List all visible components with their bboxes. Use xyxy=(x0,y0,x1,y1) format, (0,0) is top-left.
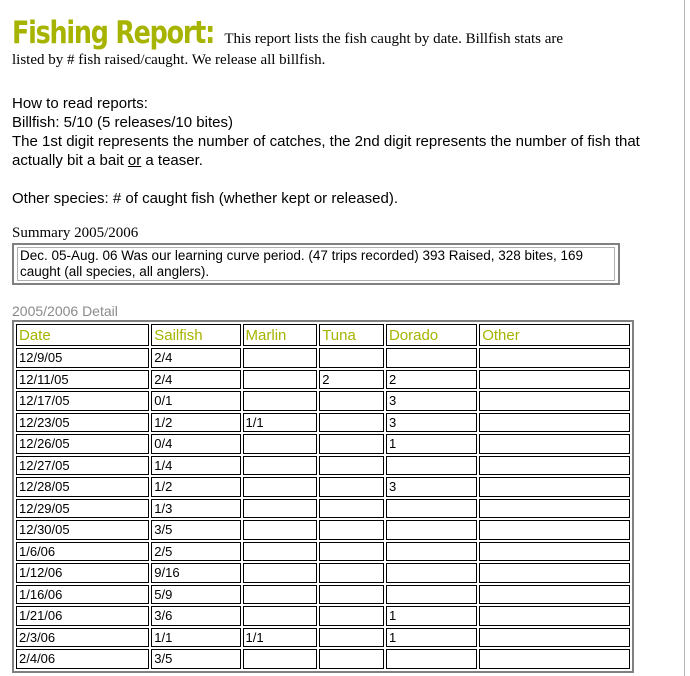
cell-sailfish: 1/2 xyxy=(151,477,240,497)
table-row xyxy=(16,499,630,519)
cell-other xyxy=(479,456,630,476)
cell-tuna xyxy=(319,542,384,562)
cell-marlin xyxy=(243,649,318,669)
cell-dorado xyxy=(386,563,477,583)
cell-other xyxy=(479,628,630,648)
table-row xyxy=(16,563,630,583)
table-row xyxy=(16,456,630,476)
cell-tuna xyxy=(319,456,384,476)
cell-dorado xyxy=(386,348,477,368)
cell-dorado: 2 xyxy=(386,370,477,390)
cell-tuna xyxy=(319,585,384,605)
table-row xyxy=(16,391,630,411)
cell-other xyxy=(479,585,630,605)
cell-date: 2/4/06 xyxy=(16,649,149,669)
cell-date: 12/29/05 xyxy=(16,499,149,519)
cell-date: 2/3/06 xyxy=(16,628,149,648)
cell-other xyxy=(479,413,630,433)
summary-text: Dec. 05-Aug. 06 Was our learning curve period. (47 trips recorded) 393 Raised, 328 bites, 169 caught (all species, all anglers). xyxy=(17,247,615,281)
cell-date: 1/6/06 xyxy=(16,542,149,562)
table-row xyxy=(16,477,630,497)
cell-tuna xyxy=(319,477,384,497)
cell-marlin: 1/1 xyxy=(243,628,318,648)
table-row xyxy=(16,628,630,648)
detail-table-body xyxy=(16,348,630,669)
cell-tuna xyxy=(319,434,384,454)
table-row xyxy=(16,585,630,605)
column-header-tuna: Tuna xyxy=(319,324,384,346)
cell-tuna xyxy=(319,649,384,669)
cell-sailfish: 1/3 xyxy=(151,499,240,519)
explanation-end: a teaser. xyxy=(141,152,203,169)
summary-box xyxy=(12,243,620,285)
cell-marlin xyxy=(243,391,318,411)
column-header-marlin: Marlin xyxy=(243,324,318,346)
explanation-or: or xyxy=(127,152,142,169)
table-row xyxy=(16,434,630,454)
billfish-example: Billfish: 5/10 (5 releases/10 bites) xyxy=(12,114,233,131)
cell-sailfish: 1/1 xyxy=(151,628,240,648)
table-row xyxy=(16,413,630,433)
cell-marlin xyxy=(243,348,318,368)
cell-tuna xyxy=(319,499,384,519)
table-row xyxy=(16,520,630,540)
cell-tuna xyxy=(319,413,384,433)
cell-date: 12/28/05 xyxy=(16,477,149,497)
cell-tuna xyxy=(319,563,384,583)
how-to-read-section xyxy=(12,94,652,208)
cell-dorado: 3 xyxy=(386,413,477,433)
cell-marlin xyxy=(243,456,318,476)
howto-heading: How to read reports: xyxy=(12,95,148,112)
explanation-text: The 1st digit represents the number of catches, the 2nd digit represents the number of fish that actually bit a bait xyxy=(12,133,640,169)
cell-dorado xyxy=(386,649,477,669)
column-header-dorado: Dorado xyxy=(386,324,477,346)
cell-sailfish: 3/5 xyxy=(151,649,240,669)
cell-sailfish: 0/4 xyxy=(151,434,240,454)
cell-tuna xyxy=(319,348,384,368)
intro-line-1: This report lists the fish caught by date. Billfish stats are xyxy=(224,31,564,47)
cell-date: 12/17/05 xyxy=(16,391,149,411)
page-edge-line xyxy=(684,0,685,676)
table-row xyxy=(16,542,630,562)
cell-marlin xyxy=(243,499,318,519)
report-title: Fishing Report: xyxy=(12,15,215,51)
cell-sailfish: 3/6 xyxy=(151,606,240,626)
cell-other xyxy=(479,542,630,562)
cell-sailfish: 2/5 xyxy=(151,542,240,562)
cell-dorado xyxy=(386,520,477,540)
cell-other xyxy=(479,499,630,519)
cell-other xyxy=(479,370,630,390)
cell-sailfish: 9/16 xyxy=(151,563,240,583)
cell-other xyxy=(479,391,630,411)
column-header-sailfish: Sailfish xyxy=(151,324,240,346)
report-header xyxy=(12,16,652,71)
cell-tuna xyxy=(319,520,384,540)
cell-marlin xyxy=(243,434,318,454)
cell-tuna xyxy=(319,391,384,411)
cell-sailfish: 3/5 xyxy=(151,520,240,540)
cell-other xyxy=(479,563,630,583)
cell-dorado: 3 xyxy=(386,391,477,411)
cell-sailfish: 0/1 xyxy=(151,391,240,411)
cell-tuna xyxy=(319,628,384,648)
cell-date: 12/26/05 xyxy=(16,434,149,454)
cell-marlin: 1/1 xyxy=(243,413,318,433)
cell-marlin xyxy=(243,520,318,540)
cell-date: 12/30/05 xyxy=(16,520,149,540)
table-row xyxy=(16,649,630,669)
cell-sailfish: 5/9 xyxy=(151,585,240,605)
cell-sailfish: 2/4 xyxy=(151,370,240,390)
cell-date: 12/27/05 xyxy=(16,456,149,476)
detail-title: 2005/2006 Detail xyxy=(12,303,118,319)
cell-dorado: 1 xyxy=(386,606,477,626)
cell-marlin xyxy=(243,477,318,497)
cell-date: 1/16/06 xyxy=(16,585,149,605)
cell-other xyxy=(479,477,630,497)
cell-dorado xyxy=(386,542,477,562)
cell-dorado xyxy=(386,585,477,605)
cell-other xyxy=(479,649,630,669)
cell-date: 12/23/05 xyxy=(16,413,149,433)
other-species-note: Other species: # of caught fish (whether kept or released). xyxy=(12,190,399,207)
cell-date: 12/11/05 xyxy=(16,370,149,390)
cell-tuna: 2 xyxy=(319,370,384,390)
cell-date: 1/21/06 xyxy=(16,606,149,626)
cell-marlin xyxy=(243,585,318,605)
cell-date: 12/9/05 xyxy=(16,348,149,368)
cell-marlin xyxy=(243,370,318,390)
cell-sailfish: 1/2 xyxy=(151,413,240,433)
cell-marlin xyxy=(243,563,318,583)
cell-dorado: 3 xyxy=(386,477,477,497)
cell-dorado: 1 xyxy=(386,434,477,454)
cell-dorado: 1 xyxy=(386,628,477,648)
cell-other xyxy=(479,348,630,368)
cell-marlin xyxy=(243,606,318,626)
cell-dorado xyxy=(386,456,477,476)
table-row xyxy=(16,606,630,626)
column-header-date: Date xyxy=(16,324,149,346)
intro-paragraph xyxy=(12,16,652,71)
table-row xyxy=(16,370,630,390)
cell-other xyxy=(479,520,630,540)
cell-tuna xyxy=(319,606,384,626)
cell-other xyxy=(479,606,630,626)
detail-table xyxy=(12,320,634,673)
cell-sailfish: 1/4 xyxy=(151,456,240,476)
cell-other xyxy=(479,434,630,454)
cell-date: 1/12/06 xyxy=(16,563,149,583)
cell-sailfish: 2/4 xyxy=(151,348,240,368)
intro-line-2: listed by # fish raised/caught. We release all billfish. xyxy=(12,52,326,68)
table-row xyxy=(16,348,630,368)
digit-explanation xyxy=(12,132,652,170)
summary-title: Summary 2005/2006 xyxy=(12,225,139,241)
table-header-row xyxy=(16,324,630,346)
column-header-other: Other xyxy=(479,324,630,346)
cell-marlin xyxy=(243,542,318,562)
cell-dorado xyxy=(386,499,477,519)
